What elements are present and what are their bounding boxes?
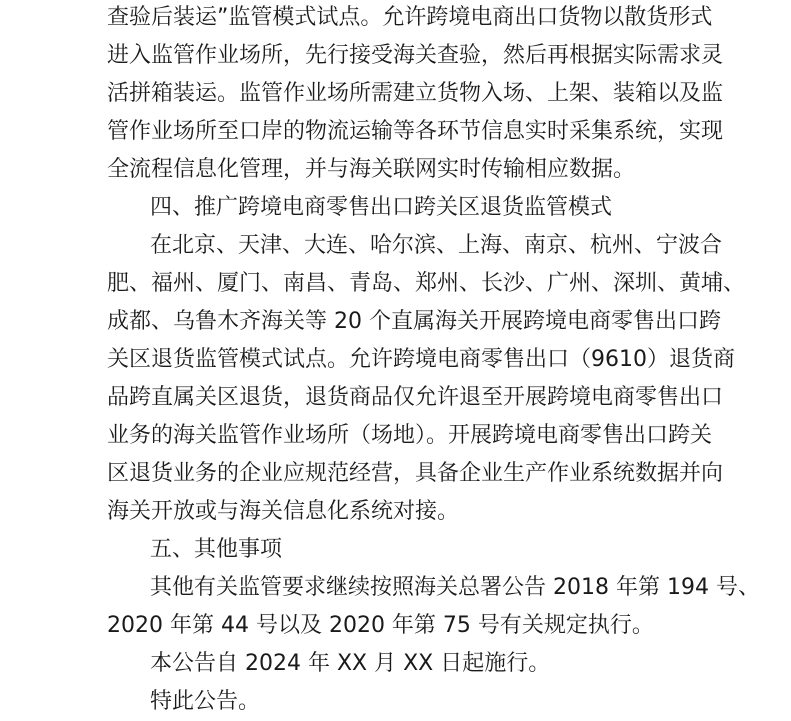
- paragraph-line: 查验后装运”监管模式试点。允许跨境电商出口货物以散货形式: [107, 5, 713, 30]
- paragraph-line: 其他有关监管要求继续按照海关总署公告 2018 年第 194 号、: [150, 575, 760, 600]
- paragraph-line: 进入监管作业场所，先行接受海关查验，然后再根据实际需求灵: [107, 43, 724, 68]
- paragraph-line: 肥、福州、厦门、南昌、青岛、郑州、长沙、广州、深圳、黄埔、: [107, 271, 746, 296]
- paragraph-line: 在北京、天津、大连、哈尔滨、上海、南京、杭州、宁波合: [150, 233, 723, 258]
- paragraph-line: 活拼箱装运。监管作业场所需建立货物入场、上架、装箱以及监: [107, 81, 724, 106]
- paragraph-line: 全流程信息化管理，并与海关联网实时传输相应数据。: [107, 157, 636, 182]
- paragraph-line: 区退货业务的企业应规范经营，具备企业生产作业系统数据并向: [107, 461, 724, 486]
- effective-date-line: 本公告自 2024 年 XX 月 XX 日起施行。: [150, 651, 551, 676]
- paragraph-line: 2020 年第 44 号以及 2020 年第 75 号有关规定执行。: [107, 613, 654, 638]
- paragraph-line: 管作业场所至口岸的物流运输等各环节信息实时采集系统，实现: [107, 119, 724, 144]
- paragraph-line: 关区退货监管模式试点。允许跨境电商零售出口（9610）退货商: [107, 347, 735, 372]
- section-heading-5: 五、其他事项: [150, 537, 283, 562]
- paragraph-line: 业务的海关监管作业场所（场地）。开展跨境电商零售出口跨关: [107, 423, 713, 448]
- paragraph-line: 品跨直属关区退货，退货商品仅允许退至开展跨境电商零售出口: [107, 385, 724, 410]
- closing-line: 特此公告。: [150, 689, 261, 714]
- paragraph-line: 成都、乌鲁木齐海关等 20 个直属海关开展跨境电商零售出口跨: [107, 309, 721, 334]
- section-heading-4: 四、推广跨境电商零售出口跨关区退货监管模式: [150, 195, 613, 220]
- paragraph-line: 海关开放或与海关信息化系统对接。: [107, 499, 460, 524]
